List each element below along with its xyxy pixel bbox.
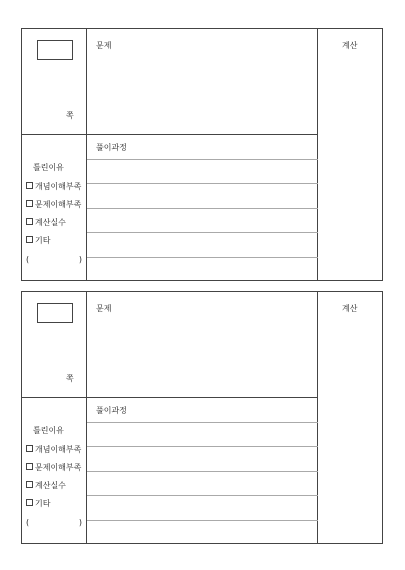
solution-line — [87, 520, 318, 521]
reason-option-calc[interactable] — [26, 480, 81, 498]
solution-label: 풀이과정 — [96, 406, 127, 415]
page-number-box[interactable] — [37, 303, 73, 323]
wrong-reason-title: 틀린이유 — [33, 163, 64, 172]
solution-line — [87, 471, 318, 472]
paren-close: ) — [78, 518, 82, 527]
reason-option-problem[interactable] — [26, 199, 81, 217]
reason-option-label: 기타 — [35, 499, 51, 508]
solution-line — [87, 446, 318, 447]
reason-option-label: 문제이해부족 — [35, 200, 82, 209]
solution-line — [87, 422, 318, 423]
calc-label: 계산 — [342, 304, 358, 313]
calc-column[interactable] — [318, 29, 382, 280]
left-column — [22, 292, 87, 543]
wrong-reason-list — [26, 181, 81, 253]
solution-line — [87, 232, 318, 233]
section-divider — [22, 134, 318, 135]
calc-label: 계산 — [342, 41, 358, 50]
solution-line — [87, 495, 318, 496]
solution-line — [87, 183, 318, 184]
problem-label: 문제 — [96, 41, 112, 50]
wrong-answer-card-2 — [21, 291, 383, 544]
reason-option-label: 계산실수 — [35, 481, 66, 490]
reason-option-label: 계산실수 — [35, 218, 66, 227]
checkbox-icon[interactable] — [26, 445, 33, 452]
reason-option-problem[interactable] — [26, 462, 81, 480]
reason-option-concept[interactable] — [26, 181, 81, 199]
reason-option-label: 개념이해부족 — [35, 445, 82, 454]
middle-column — [87, 292, 318, 543]
problem-label: 문제 — [96, 304, 112, 313]
paren-open: ( — [26, 518, 30, 527]
reason-option-label: 기타 — [35, 236, 51, 245]
wrong-answer-card-1 — [21, 28, 383, 281]
solution-line — [87, 208, 318, 209]
page-label: 쪽 — [66, 374, 74, 383]
reason-option-other[interactable] — [26, 235, 81, 253]
wrong-reason-title: 틀린이유 — [33, 426, 64, 435]
paren-open: ( — [26, 255, 30, 264]
solution-label: 풀이과정 — [96, 143, 127, 152]
checkbox-icon[interactable] — [26, 218, 33, 225]
page-number-box[interactable] — [37, 40, 73, 60]
wrong-reason-list — [26, 444, 81, 516]
checkbox-icon[interactable] — [26, 200, 33, 207]
checkbox-icon[interactable] — [26, 499, 33, 506]
checkbox-icon[interactable] — [26, 182, 33, 189]
reason-option-other[interactable] — [26, 498, 81, 516]
reason-option-calc[interactable] — [26, 217, 81, 235]
solution-line — [87, 257, 318, 258]
solution-line — [87, 159, 318, 160]
reason-option-label: 문제이해부족 — [35, 463, 82, 472]
reason-option-label: 개념이해부족 — [35, 182, 82, 191]
middle-column — [87, 29, 318, 280]
checkbox-icon[interactable] — [26, 481, 33, 488]
section-divider — [22, 397, 318, 398]
reason-option-concept[interactable] — [26, 444, 81, 462]
checkbox-icon[interactable] — [26, 236, 33, 243]
checkbox-icon[interactable] — [26, 463, 33, 470]
page-label: 쪽 — [66, 111, 74, 120]
paren-close: ) — [78, 255, 82, 264]
calc-column[interactable] — [318, 292, 382, 543]
left-column — [22, 29, 87, 280]
